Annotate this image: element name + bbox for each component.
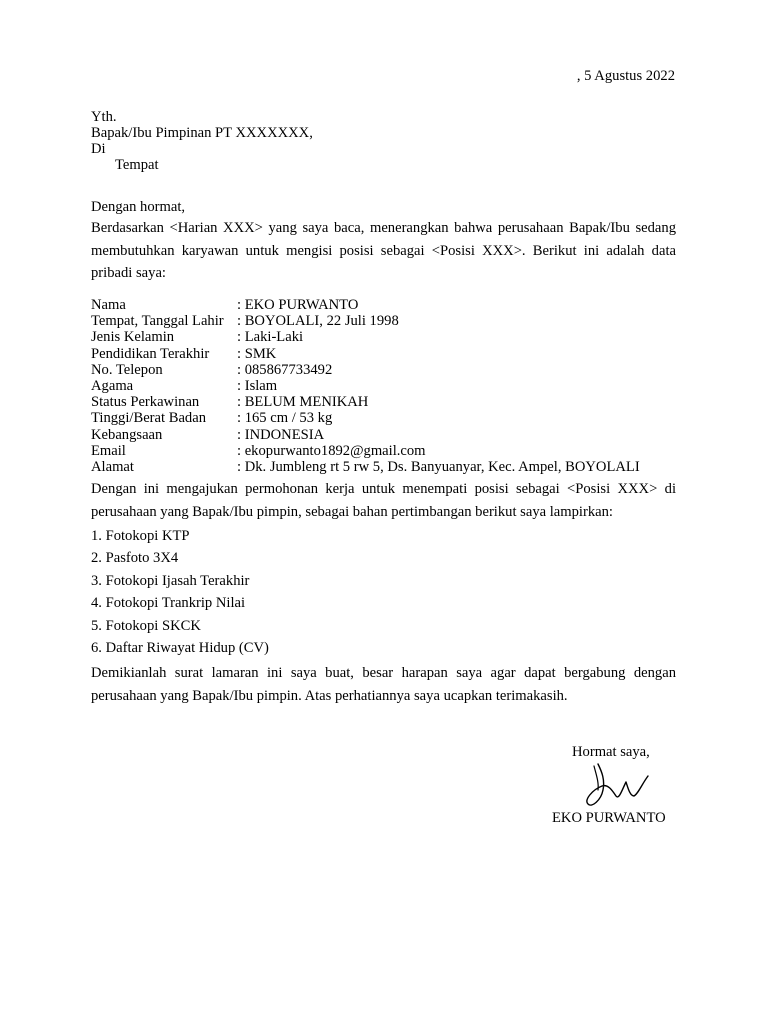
personal-data-row <box>91 427 640 443</box>
personal-data-label: Tinggi/Berat Badan <box>91 410 206 427</box>
personal-data-label: Agama <box>91 378 134 395</box>
personal-data-row <box>91 394 640 410</box>
personal-data-label: No. Telepon <box>91 361 163 378</box>
signoff: Hormat saya, <box>572 744 650 760</box>
personal-data-label: Kebangsaan <box>91 426 163 443</box>
personal-data-label: Nama <box>91 297 126 313</box>
attachment-item: 1. Fotokopi KTP <box>91 528 190 544</box>
attachment-list <box>91 525 269 659</box>
personal-data-row <box>91 443 640 459</box>
personal-data-row <box>91 459 640 475</box>
personal-data-table <box>91 297 640 475</box>
personal-data-value: : EKO PURWANTO <box>237 297 359 313</box>
recipient-yth: Yth. <box>91 109 117 125</box>
personal-data-label: Jenis Kelamin <box>91 329 175 346</box>
personal-data-value: : Dk. Jumbleng rt 5 rw 5, Ds. Banyuanyar, Kec. Ampel, BOYOLALI <box>237 459 640 476</box>
recipient-name: Bapak/Ibu Pimpinan PT XXXXXXX, <box>91 125 313 141</box>
personal-data-value: : ekopurwanto1892@gmail.com <box>237 442 426 459</box>
personal-data-value: : 085867733492 <box>237 361 333 378</box>
personal-data-row <box>91 346 640 362</box>
personal-data-label: Tempat, Tanggal Lahir <box>91 313 224 330</box>
personal-data-row <box>91 378 640 394</box>
attachment-item: 4. Fotokopi Trankrip Nilai <box>91 595 246 612</box>
attachment-item: 2. Pasfoto 3X4 <box>91 550 179 567</box>
personal-data-row <box>91 362 640 378</box>
attachment-item: 5. Fotokopi SKCK <box>91 617 201 634</box>
closing-paragraph: Demikianlah surat lamaran ini saya buat, besar harapan saya agar dapat bergabung dengan perusahaan yang Bapak/Ibu pimpin. Atas perhatiannya saya ucapkan terimakasih. <box>91 665 676 704</box>
intro-paragraph: Berdasarkan <Harian XXX> yang saya baca, menerangkan bahwa perusahaan Bapak/Ibu sedang membutuhkan karyawan untuk mengisi posisi sebagai <Posisi XXX>. Berikut ini adalah data pribadi saya: <box>91 220 676 281</box>
greeting: Dengan hormat, <box>91 199 186 215</box>
personal-data-row <box>91 410 640 426</box>
personal-data-value: : 165 cm / 53 kg <box>237 410 333 427</box>
personal-data-label: Alamat <box>91 459 134 476</box>
personal-data-value: : SMK <box>237 345 277 362</box>
signer-name: EKO PURWANTO <box>552 810 666 826</box>
attachment-item: 6. Daftar Riwayat Hidup (CV) <box>91 639 269 656</box>
recipient-place: Tempat <box>115 157 159 173</box>
letter-date: , 5 Agustus 2022 <box>576 68 675 84</box>
personal-data-label: Email <box>91 442 126 459</box>
personal-data-value: : BOYOLALI, 22 Juli 1998 <box>237 313 399 330</box>
signature-image <box>572 760 662 810</box>
recipient-di: Di <box>91 141 106 157</box>
personal-data-value: : INDONESIA <box>237 426 325 443</box>
personal-data-label: Pendidikan Terakhir <box>91 345 210 362</box>
personal-data-row <box>91 329 640 345</box>
personal-data-value: : BELUM MENIKAH <box>237 394 369 411</box>
personal-data-row <box>91 313 640 329</box>
personal-data-value: : Islam <box>237 378 278 395</box>
application-paragraph: Dengan ini mengajukan permohonan kerja untuk menempati posisi sebagai <Posisi XXX> di perusahaan yang Bapak/Ibu pimpin, sebagai bahan pertimbangan berikut saya lampirkan: <box>91 481 676 520</box>
attachment-item: 3. Fotokopi Ijasah Terakhir <box>91 572 250 589</box>
personal-data-label: Status Perkawinan <box>91 394 200 411</box>
personal-data-value: : Laki-Laki <box>237 329 304 346</box>
personal-data-row <box>91 297 640 313</box>
